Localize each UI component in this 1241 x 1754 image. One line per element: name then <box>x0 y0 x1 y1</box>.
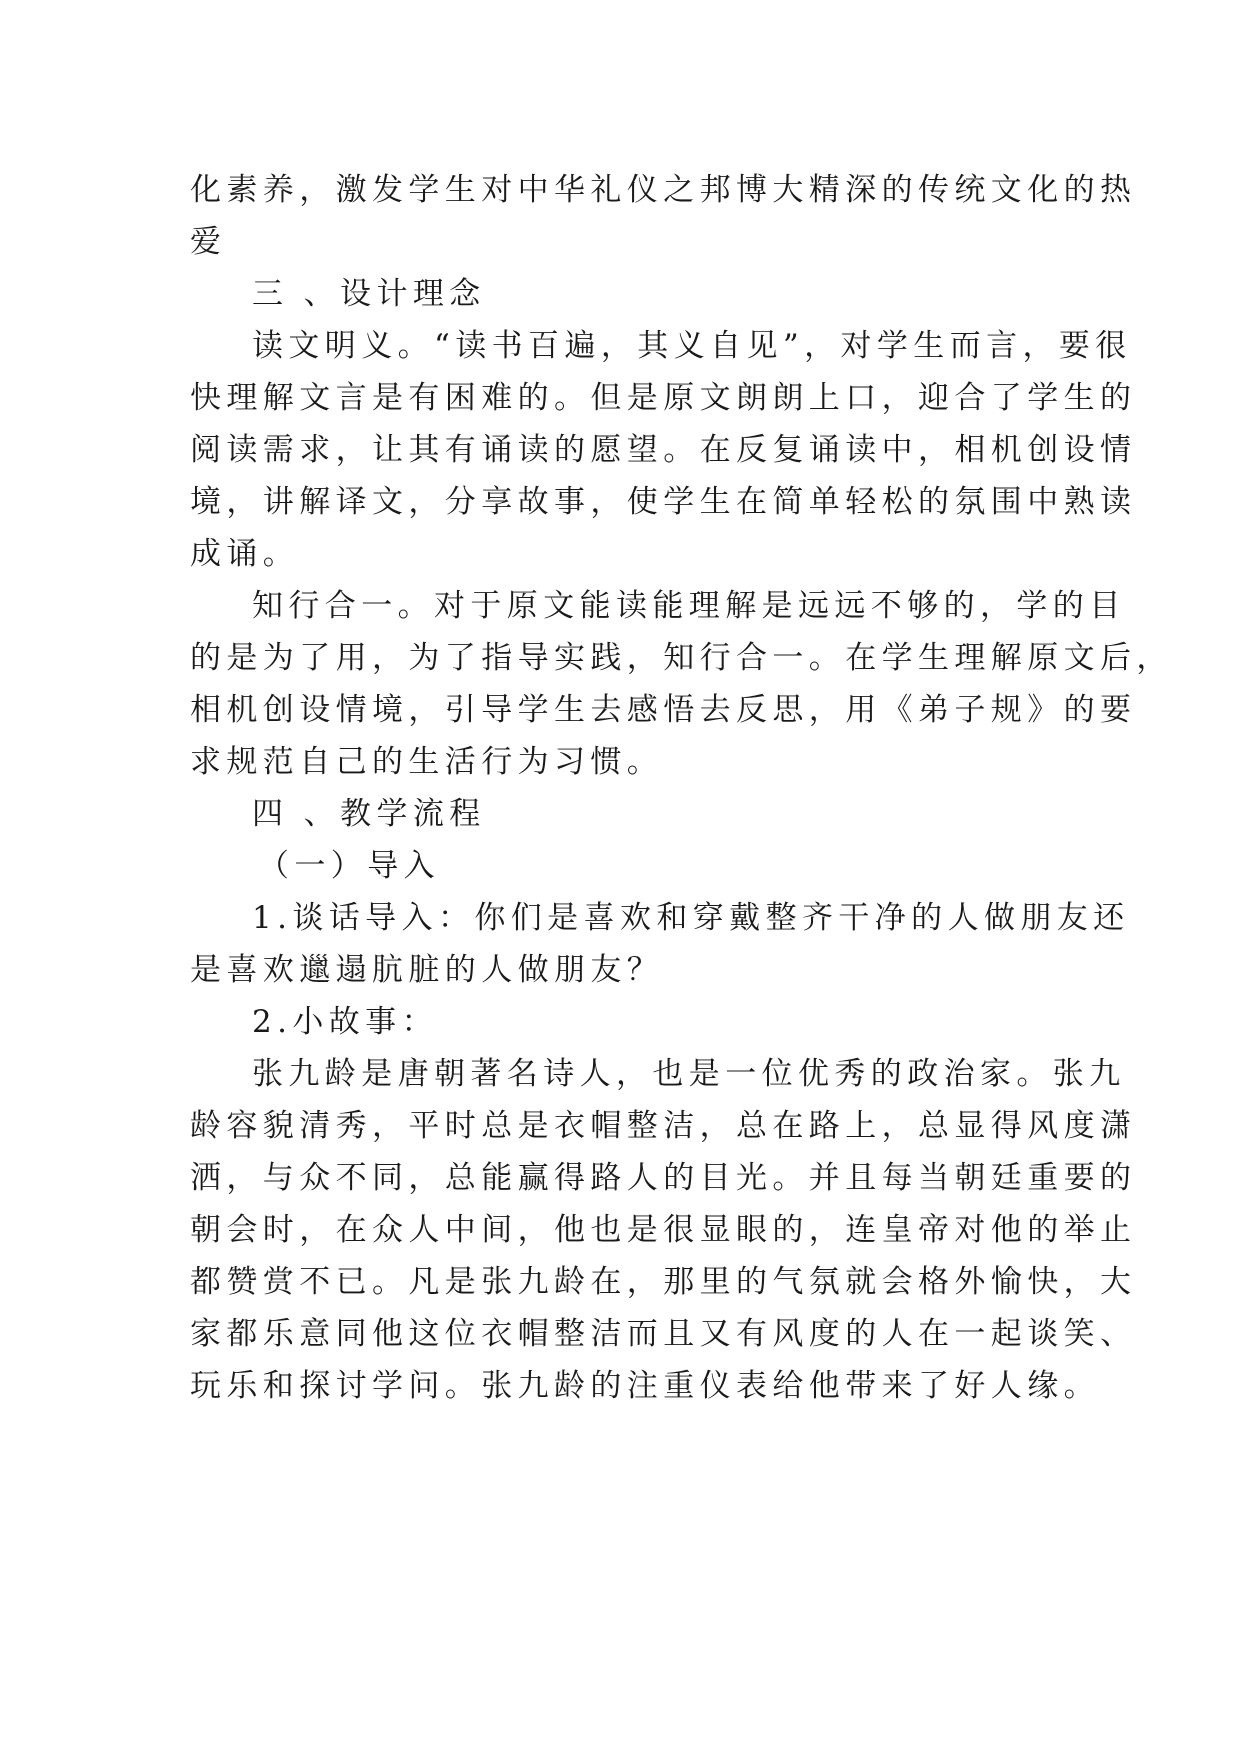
paragraph-line: 2.小故事： <box>252 1004 438 1040</box>
paragraph-line: 都赞赏不已。凡是张九龄在，那里的气氛就会格外愉快，大 <box>190 1264 1137 1300</box>
paragraph-line: 家都乐意同他这位衣帽整洁而且又有风度的人在一起谈笑、 <box>190 1316 1137 1352</box>
paragraph-line: 龄容貌清秀，平时总是衣帽整洁，总在路上，总显得风度潇 <box>190 1108 1137 1144</box>
paragraph-line: 朝会时，在众人中间，他也是很显眼的，连皇帝对他的举止 <box>190 1212 1137 1248</box>
paragraph-line: 玩乐和探讨学问。张九龄的注重仪表给他带来了好人缘。 <box>190 1368 1100 1404</box>
paragraph-line: 知行合一。对于原文能读能理解是远远不够的，学的目 <box>252 588 1126 624</box>
paragraph-line: 是喜欢邋遢肮脏的人做朋友？ <box>190 952 664 988</box>
section-heading: 四 、教学流程 <box>252 796 486 832</box>
subsection-heading: （一）导入 <box>258 848 440 884</box>
paragraph-line: 的是为了用，为了指导实践，知行合一。在学生理解原文后， <box>190 640 1173 676</box>
paragraph-line: 阅读需求，让其有诵读的愿望。在反复诵读中，相机创设情 <box>190 432 1137 468</box>
paragraph-line: 境，讲解译文，分享故事，使学生在简单轻松的氛围中熟读 <box>190 484 1137 520</box>
paragraph-line: 化素养，激发学生对中华礼仪之邦博大精深的传统文化的热 <box>190 172 1137 208</box>
paragraph-line: 爱 <box>190 224 227 260</box>
paragraph-line: 1.谈话导入：你们是喜欢和穿戴整齐干净的人做朋友还 <box>252 900 1130 936</box>
paragraph-line: 相机创设情境，引导学生去感悟去反思，用《弟子规》的要 <box>190 692 1137 728</box>
paragraph-line: 张九龄是唐朝著名诗人，也是一位优秀的政治家。张九 <box>252 1056 1126 1092</box>
section-heading: 三 、设计理念 <box>252 276 486 312</box>
paragraph-line: 成诵。 <box>190 536 300 572</box>
paragraph-line: 求规范自己的生活行为习惯。 <box>190 744 664 780</box>
paragraph-line: 读文明义。“读书百遍，其义自见”，对学生而言，要很 <box>252 328 1132 364</box>
paragraph-line: 洒，与众不同，总能赢得路人的目光。并且每当朝廷重要的 <box>190 1160 1137 1196</box>
paragraph-line: 快理解文言是有困难的。但是原文朗朗上口，迎合了学生的 <box>190 380 1137 416</box>
